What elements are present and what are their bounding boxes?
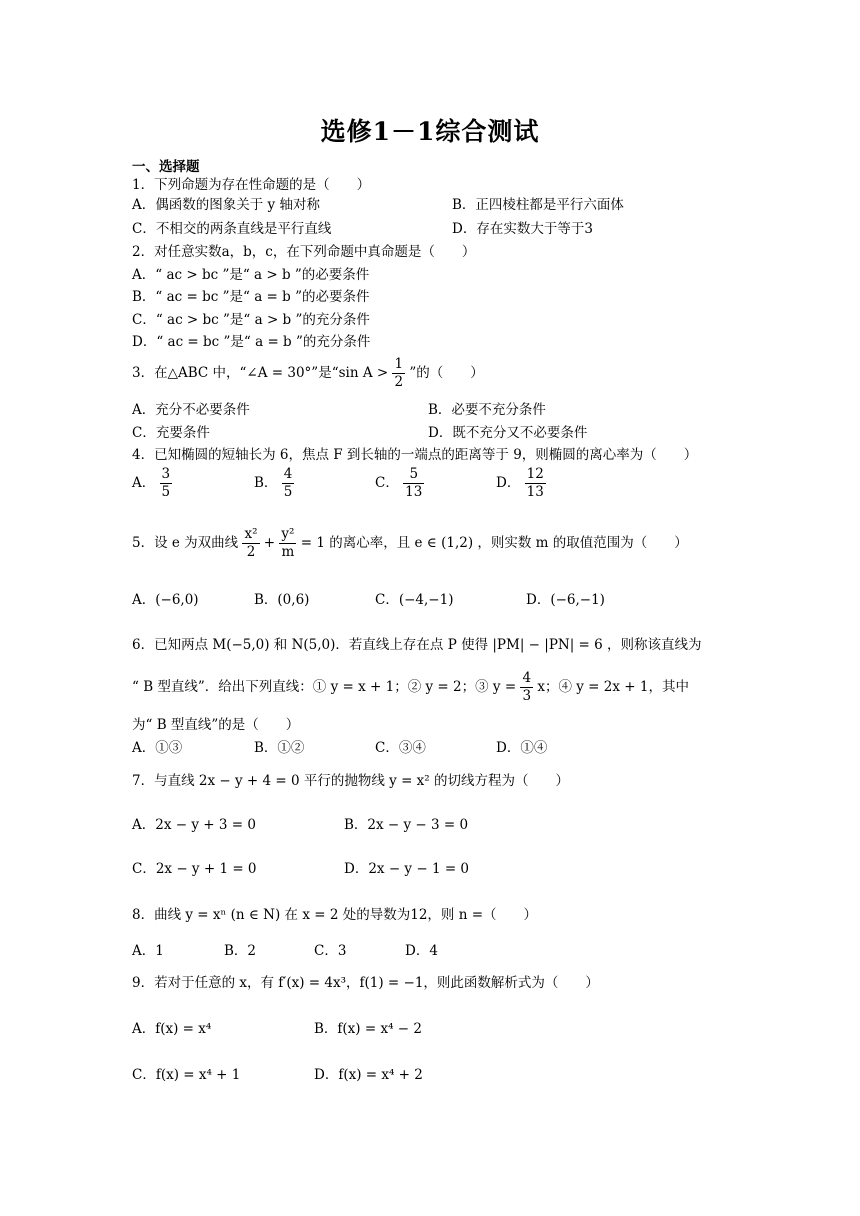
q5-fraction-y [279, 526, 296, 561]
q7-option-c: C．2x − y + 1 = 0 [132, 861, 257, 877]
q2-option-b: B．“ ac = bc ”是“ a = b ”的必要条件 [132, 289, 370, 305]
q5-f2-den: m [281, 544, 295, 560]
q7-option-d: D．2x − y − 1 = 0 [344, 861, 470, 877]
q5-option-c: C．(−4,−1) [375, 592, 454, 608]
q5-option-d: D．(−6,−1) [526, 592, 605, 608]
q6-line2-before: “ B 型直线”．给出下列直线：① y = x + 1；② y = 2；③ y = [132, 679, 517, 695]
q4-c-den: 13 [405, 484, 423, 500]
q1-option-b: B．正四棱柱都是平行六面体 [452, 197, 624, 213]
q4-c-num: 5 [403, 466, 424, 484]
q4-c-label: C． [375, 475, 399, 491]
q4-c-fraction [403, 466, 424, 501]
q7-stem: 7．与直线 2x − y + 4 = 0 平行的抛物线 y = x² 的切线方程为（ ） [132, 773, 569, 789]
q4-d-den: 13 [526, 484, 544, 500]
q3-option-b: B．必要不充分条件 [428, 402, 546, 418]
q2-option-a: A．“ ac > bc ”是“ a > b ”的必要条件 [132, 267, 370, 283]
q3-option-c: C．充要条件 [132, 425, 210, 441]
q4-a-num: 3 [161, 466, 171, 482]
q4-d-fraction [525, 466, 546, 501]
q6-option-c: C．③④ [375, 740, 426, 756]
q1-option-c: C．不相交的两条直线是平行直线 [132, 221, 332, 237]
q4-option-c [375, 466, 424, 501]
q3-stem-before: 3．在△ABC 中，“∠A = 30°”是“sin A > [132, 365, 389, 381]
q4-b-label: B． [254, 475, 278, 491]
q5-stem-before: 5．设 e 为双曲线 [132, 535, 239, 551]
q4-d-num: 12 [526, 466, 544, 482]
q7-option-a: A．2x − y + 3 = 0 [132, 817, 256, 833]
q4-a-den: 5 [161, 484, 171, 500]
q4-b-num: 4 [283, 466, 293, 482]
q8-option-a: A．1 [132, 943, 164, 959]
q9-stem: 9．若对于任意的 x，有 f′(x) = 4x³，f(1) = −1，则此函数解析式为（ ） [132, 975, 599, 991]
q5-stem [132, 526, 688, 561]
q5-f2-num: y² [281, 526, 295, 542]
page-title: 选修1－1综合测试 [320, 117, 540, 146]
q8-stem: 8．曲线 y = xⁿ (n ∈ N) 在 x = 2 处的导数为12，则 n =（ ） [132, 907, 537, 923]
q5-stem-after: = 1 的离心率，且 e ∈ (1,2) ，则实数 m 的取值范围为（ ） [300, 535, 688, 551]
q5-option-a: A．(−6,0) [132, 592, 199, 608]
q3-frac-den: 2 [394, 374, 404, 390]
q2-stem: 2．对任意实数a，b，c，在下列命题中真命题是（ ） [132, 244, 476, 260]
q5-f1-den: 2 [246, 544, 256, 560]
q3-frac-num: 1 [394, 356, 404, 372]
q6-line2-after: x；④ y = 2x + 1，其中 [537, 679, 689, 695]
q4-option-b [254, 466, 294, 501]
q8-option-d: D．4 [405, 943, 438, 959]
q4-option-a [132, 466, 172, 501]
q1-stem: 1．下列命题为存在性命题的是（ ） [132, 177, 371, 193]
q4-b-fraction [282, 466, 295, 501]
section-heading: 一、选择题 [132, 159, 200, 175]
q6-option-a: A．①③ [132, 740, 183, 756]
q6-frac-den: 3 [522, 688, 532, 704]
q8-option-b: B．2 [224, 943, 257, 959]
q9-option-d: D．f(x) = x⁴ + 2 [314, 1067, 423, 1083]
q3-option-a: A．充分不必要条件 [132, 402, 250, 418]
q3-stem [132, 356, 484, 391]
q4-option-d [496, 466, 546, 501]
q5-plus: + [263, 535, 276, 551]
q6-line-3: 为“ B 型直线”的是（ ） [132, 717, 300, 733]
q3-stem-after: ”的（ ） [409, 365, 484, 381]
q2-option-d: D．“ ac = bc ”是“ a = b ”的充分条件 [132, 334, 371, 350]
q9-option-a: A．f(x) = x⁴ [132, 1021, 212, 1037]
q9-option-b: B．f(x) = x⁴ − 2 [314, 1021, 422, 1037]
q2-option-c: C．“ ac > bc ”是“ a > b ”的充分条件 [132, 312, 370, 328]
q5-f1-num: x² [244, 526, 258, 542]
q1-option-d: D．存在实数大于等于3 [452, 221, 593, 237]
q4-b-den: 5 [283, 484, 293, 500]
q6-option-b: B．①② [254, 740, 305, 756]
q6-fraction [520, 670, 533, 705]
q3-fraction [392, 356, 405, 391]
q5-option-b: B．(0,6) [254, 592, 310, 608]
q6-line-1: 6．已知两点 M(−5,0) 和 N(5,0)．若直线上存在点 P 使得 |PM| − |PN| = 6 ，则称该直线为 [132, 637, 702, 653]
q8-option-c: C．3 [314, 943, 347, 959]
q1-option-a: A．偶函数的图象关于 y 轴对称 [132, 197, 320, 213]
q4-a-label: A． [132, 475, 156, 491]
q4-d-label: D． [496, 475, 521, 491]
q6-option-d: D．①④ [496, 740, 548, 756]
q6-line-2 [132, 670, 689, 705]
q9-option-c: C．f(x) = x⁴ + 1 [132, 1067, 241, 1083]
q4-a-fraction [160, 466, 173, 501]
q5-fraction-x [242, 526, 259, 561]
q6-frac-num: 4 [522, 670, 532, 686]
q7-option-b: B．2x − y − 3 = 0 [344, 817, 469, 833]
q4-stem: 4．已知椭圆的短轴长为 6，焦点 F 到长轴的一端点的距离等于 9，则椭圆的离心率为（ ） [132, 447, 698, 463]
q3-option-d: D．既不充分又不必要条件 [428, 425, 588, 441]
